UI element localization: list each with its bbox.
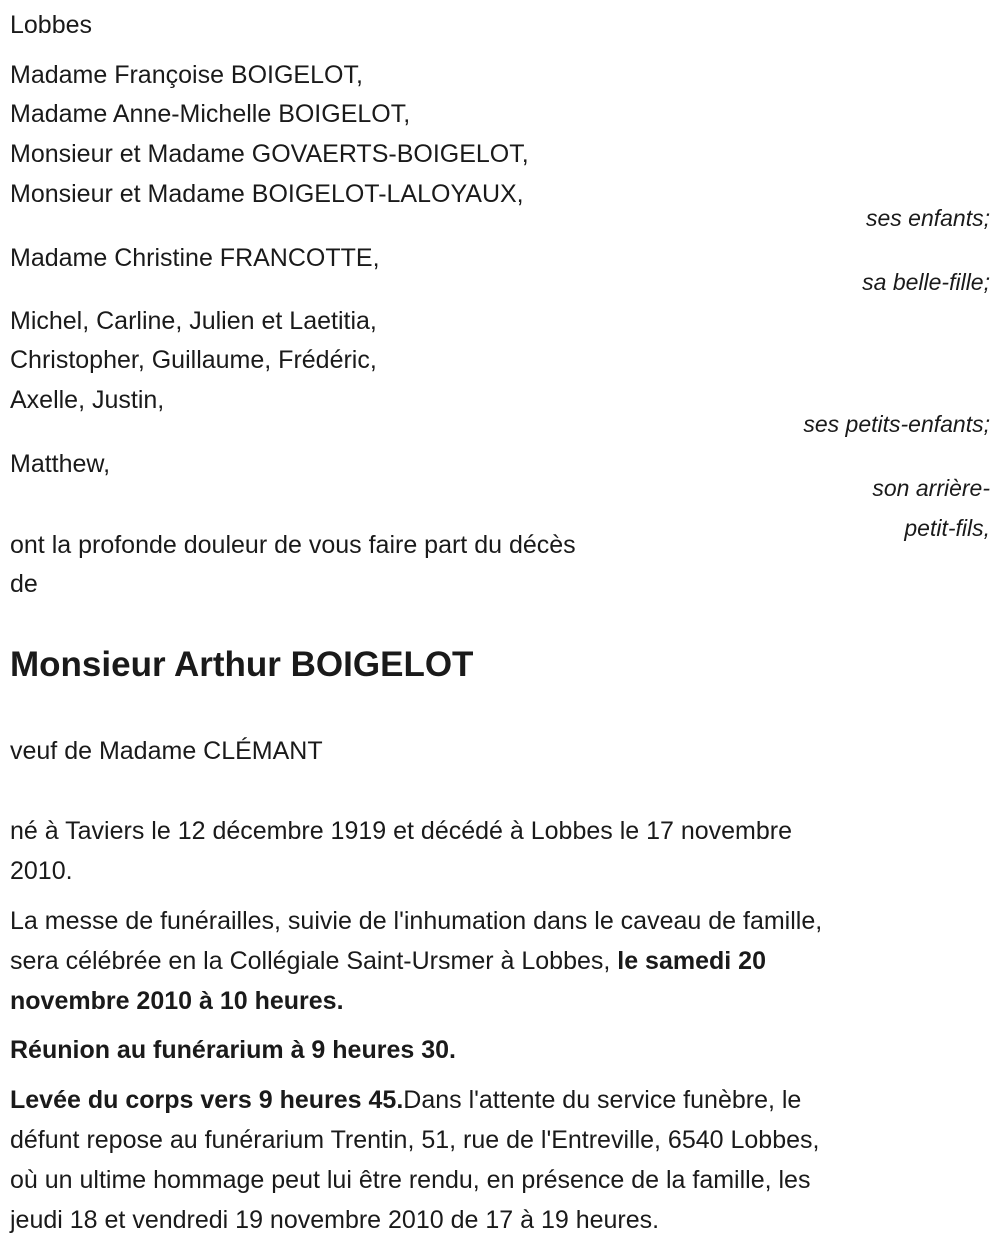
grandchildren-line: Michel, Carline, Julien et Laetitia, xyxy=(10,307,377,335)
child-line: Madame Anne-Michelle BOIGELOT, xyxy=(10,100,411,128)
viewing-time: Levée du corps vers 9 heures 45. xyxy=(10,1086,404,1114)
children-label: ses enfants; xyxy=(865,205,990,231)
viewing-text: Dans l'attente du service funèbre, le xyxy=(403,1086,802,1114)
deceased-name: Monsieur Arthur BOIGELOT xyxy=(10,645,474,684)
birth-death: 2010. xyxy=(10,857,73,885)
funeral-date: le samedi 20 xyxy=(617,947,766,975)
viewing-line: défunt repose au funérarium Trentin, 51, rue de l'Entreville, 6540 Lobbes, xyxy=(10,1126,820,1154)
grandchildren-label: ses petits-enfants; xyxy=(803,411,990,437)
announcement: ont la profonde douleur de vous faire part du décès xyxy=(10,531,576,559)
great-grandchild-label: son arrière- xyxy=(872,475,990,501)
birth-death: né à Taviers le 12 décembre 1919 et décédé à Lobbes le 17 novembre xyxy=(10,817,793,845)
child-line: Monsieur et Madame BOIGELOT-LALOYAUX, xyxy=(10,180,524,208)
funeral-line: La messe de funérailles, suivie de l'inhumation dans le caveau de famille, xyxy=(10,907,823,935)
meeting: Réunion au funérarium à 9 heures 30. xyxy=(10,1036,456,1064)
viewing-line: jeudi 18 et vendredi 19 novembre 2010 de 17 à 19 heures. xyxy=(10,1206,660,1234)
viewing-line: où un ultime hommage peut lui être rendu, en présence de la famille, les xyxy=(10,1166,811,1194)
child-line: Monsieur et Madame GOVAERTS-BOIGELOT, xyxy=(10,140,529,168)
child-line: Madame Françoise BOIGELOT, xyxy=(10,61,363,89)
great-grandchild: Matthew, xyxy=(10,450,111,478)
funeral-text: sera célébrée en la Collégiale Saint-Ursmer à Lobbes, xyxy=(10,947,618,975)
funeral-line xyxy=(10,941,766,981)
viewing-line xyxy=(10,1080,801,1120)
place: Lobbes xyxy=(10,11,93,39)
grandchildren-line: Axelle, Justin, xyxy=(10,386,165,414)
daughter-in-law-label: sa belle-fille; xyxy=(862,269,990,295)
announcement: de xyxy=(10,570,38,598)
grandchildren-line: Christopher, Guillaume, Frédéric, xyxy=(10,346,377,374)
funeral-time: novembre 2010 à 10 heures. xyxy=(10,987,344,1015)
great-grandchild-label: petit-fils, xyxy=(904,515,990,541)
widower-line: veuf de Madame CLÉMANT xyxy=(10,737,323,765)
daughter-in-law: Madame Christine FRANCOTTE, xyxy=(10,244,380,272)
